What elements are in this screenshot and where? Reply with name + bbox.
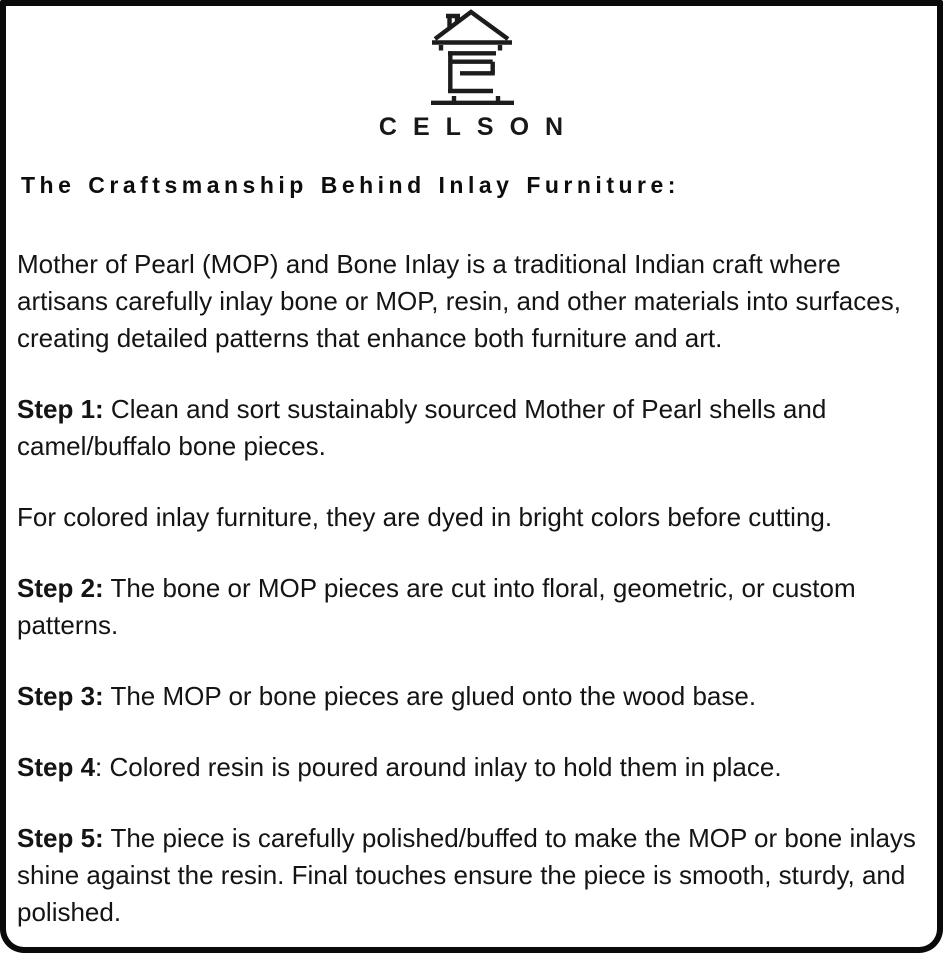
step-3-label: Step 3: [17,681,104,711]
step-1-paragraph [17,391,925,465]
house-logo-icon [427,8,515,108]
step-5-paragraph [17,820,925,931]
step-2-label: Step 2: [17,573,104,603]
paragraph-text: Clean and sort sustainably sourced Mother of Pearl shells and camel/buffalo bone pieces. [17,394,827,461]
paragraph-text: The MOP or bone pieces are glued onto the wood base. [103,681,757,711]
step-4-label: Step 4 [17,752,96,782]
intro-paragraph [17,246,925,357]
step-3-paragraph [17,678,925,715]
paragraph-text: Mother of Pearl (MOP) and Bone Inlay is a traditional Indian craft where artisans carefully inlay bone or MOP, resin, and other materials into surfaces, creating detailed patterns that enhance both furniture and art. [17,249,901,353]
step-2-paragraph [17,570,925,644]
brand-name: CELSON [378,113,580,141]
step-1-label: Step 1: [17,394,104,424]
step-5-label: Step 5: [17,823,104,853]
brand-logo [17,8,925,108]
paragraph-text: The piece is carefully polished/buffed to make the MOP or bone inlays shine against the resin. Final touches ensure the piece is smooth, sturdy, and polished. [17,823,916,927]
step-4-paragraph [17,749,925,786]
paragraph-text: : Colored resin is poured around inlay to hold them in place. [95,752,782,782]
paragraph-text: The bone or MOP pieces are cut into floral, geometric, or custom patterns. [17,573,856,640]
colored-inlay-note [17,499,925,536]
page-title: The Craftsmanship Behind Inlay Furniture: [21,172,680,198]
paragraph-text: For colored inlay furniture, they are dyed in bright colors before cutting. [17,502,833,532]
description-body [17,246,925,931]
